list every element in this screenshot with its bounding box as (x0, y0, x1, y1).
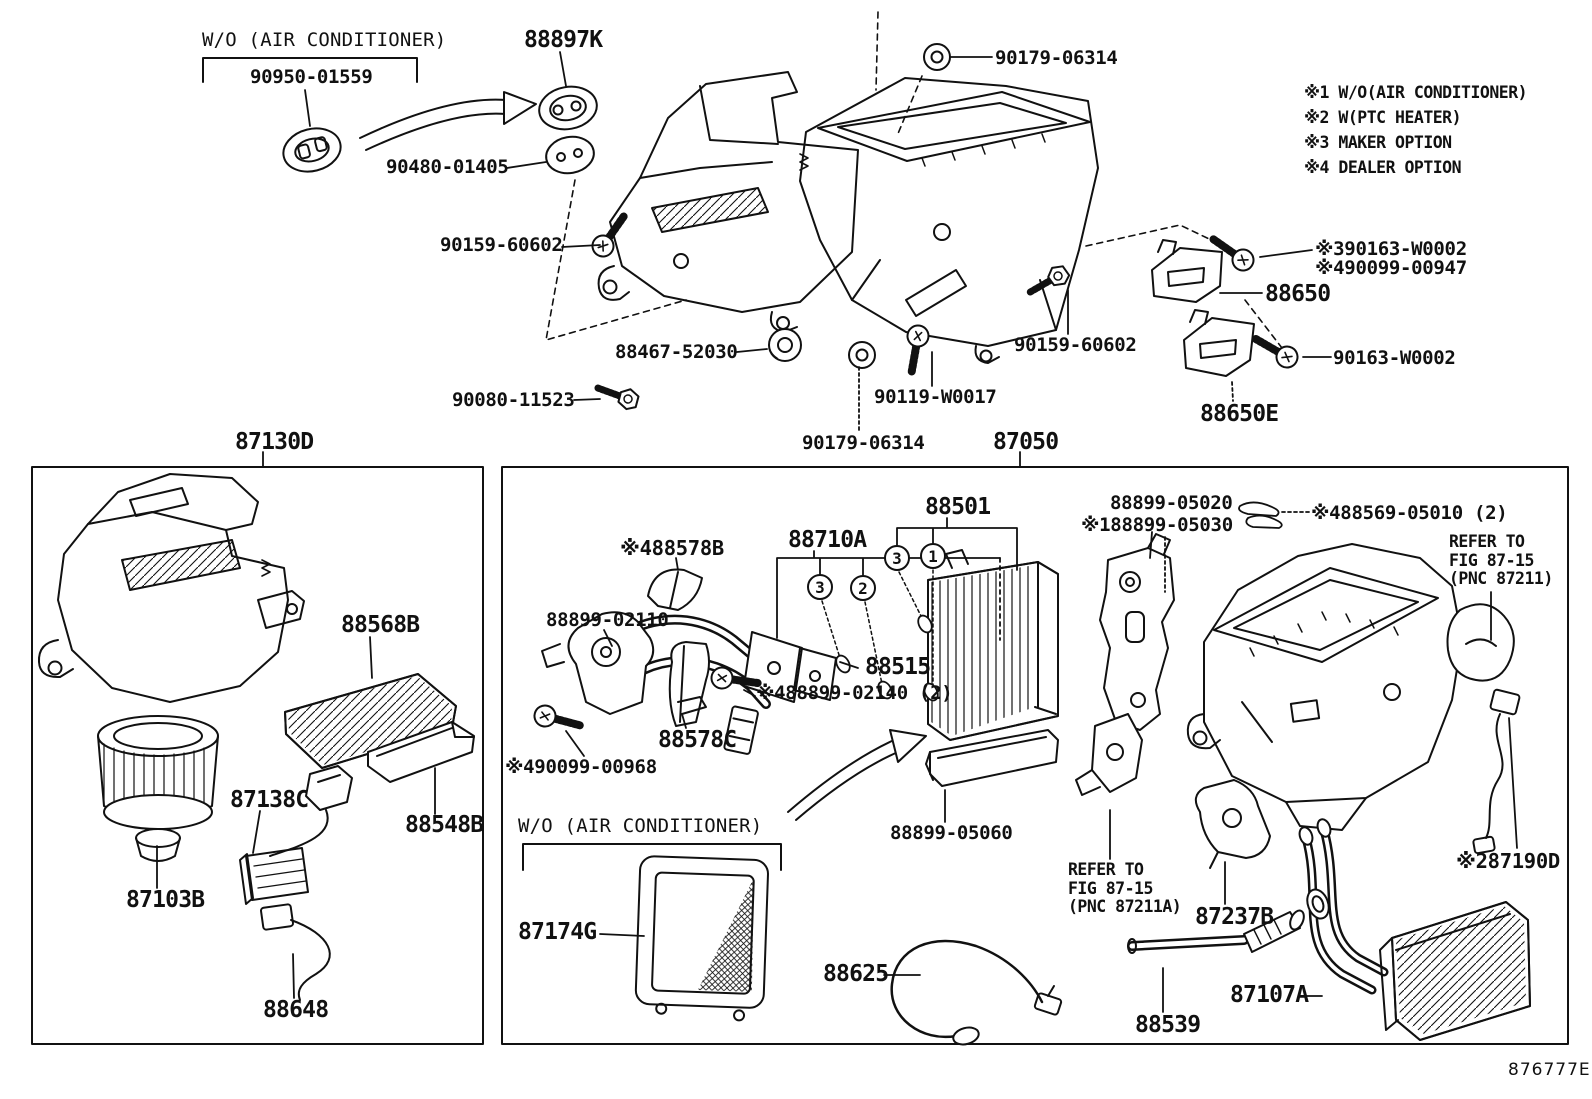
refer-note-line: REFER TO (1068, 860, 1144, 879)
option-legend (1304, 80, 1527, 180)
callout-90179-06314-bottom[interactable]: 90179-06314 (802, 432, 925, 454)
callout-90163-w0002-opt3[interactable]: ※390163-W0002 (1315, 238, 1467, 260)
duct-87211-drawing (1448, 604, 1514, 680)
pipe-grommet-88578b-drawing (648, 570, 702, 610)
bolt-90159-right-icon (1025, 262, 1071, 300)
refer-note-87211a (1068, 861, 1181, 917)
wo-air-conditioner-note-lower: W/O (AIR CONDITIONER) (518, 815, 763, 837)
callout-88548b[interactable]: 88548B (405, 812, 484, 838)
callout-87130d[interactable]: 87130D (235, 429, 314, 455)
callout-88899-05020[interactable]: 88899-05020 (1110, 492, 1233, 514)
amplifier-88650-drawing (1152, 240, 1222, 302)
callout-88899-02140[interactable]: ※488899-02140 (2) (756, 682, 953, 704)
cover-88578c-drawing (670, 642, 709, 726)
lever-87237b-drawing (1196, 780, 1270, 868)
callout-88539[interactable]: 88539 (1135, 1012, 1201, 1038)
legend-item-1: ※1 W/O(AIR CONDITIONER) (1304, 83, 1528, 102)
servo-87211a-drawing (1076, 714, 1142, 795)
callout-88578c[interactable]: 88578C (658, 727, 737, 753)
blower-motor-drawing (98, 716, 218, 861)
callout-87237b[interactable]: 87237B (1195, 904, 1274, 930)
callout-88467-52030[interactable]: 88467-52030 (615, 341, 738, 363)
callout-88568b[interactable]: 88568B (341, 612, 420, 638)
callout-88650e[interactable]: 88650E (1200, 401, 1279, 427)
thermistor-88625-drawing (892, 941, 1062, 1047)
amplifier-88650e-drawing (1184, 310, 1254, 376)
callout-88650[interactable]: 88650 (1265, 281, 1331, 307)
callout-88648[interactable]: 88648 (263, 997, 329, 1023)
screw-90159-left-icon (588, 210, 632, 260)
grommet-90950-drawing (279, 123, 345, 178)
callout-90159-60602-right[interactable]: 90159-60602 (1014, 334, 1137, 356)
callout-88515[interactable]: 88515 (865, 654, 931, 680)
callout-87050[interactable]: 87050 (993, 429, 1059, 455)
heater-case-drawing (800, 78, 1098, 363)
heater-pipes-drawing (1297, 817, 1384, 990)
callout-90159-60602-left[interactable]: 90159-60602 (440, 234, 563, 256)
heater-core-drawing (1380, 902, 1530, 1040)
callout-90099-00968[interactable]: ※490099-00968 (505, 756, 657, 778)
pin-88569-drawing (1239, 502, 1282, 528)
refer-note-line: (PNC 87211) (1449, 569, 1553, 588)
callout-88578b[interactable]: ※488578B (620, 536, 724, 560)
assembly-arrow-icon (788, 730, 926, 820)
callout-88897k[interactable]: 88897K (524, 27, 603, 53)
refer-note-line: (PNC 87211A) (1068, 897, 1182, 916)
clip-90179-top-icon (924, 44, 950, 70)
blower-case-drawing (599, 72, 858, 332)
callout-87103b[interactable]: 87103B (126, 887, 205, 913)
wo-air-conditioner-note-top: W/O (AIR CONDITIONER) (202, 29, 447, 51)
servo-88899-05020-drawing (1100, 534, 1174, 730)
plate-87174g-drawing (635, 856, 769, 1021)
legend-item-4: ※4 DEALER OPTION (1304, 158, 1462, 177)
evaporator-drawing (928, 550, 1058, 740)
callout-88569-05010[interactable]: ※488569-05010 (2) (1311, 502, 1508, 524)
bolt-90080-icon (595, 379, 641, 412)
callout-87190d[interactable]: ※287190D (1456, 849, 1560, 873)
marker-circle-2-pipe: 2 (850, 575, 876, 601)
callout-90119-w0017[interactable]: 90119-W0017 (874, 386, 997, 408)
marker-circle-3-pipe: 3 (807, 574, 833, 600)
drain-tray-drawing (926, 730, 1058, 786)
refer-note-line: FIG 87-15 (1449, 550, 1534, 570)
callout-88899-05060[interactable]: 88899-05060 (890, 822, 1013, 844)
callout-90099-00947-opt4[interactable]: ※490099-00947 (1315, 257, 1467, 279)
callout-90163-w0002[interactable]: 90163-W0002 (1333, 347, 1456, 369)
callout-88625[interactable]: 88625 (823, 961, 889, 987)
callout-90179-06314-top[interactable]: 90179-06314 (995, 47, 1118, 69)
callout-87107a[interactable]: 87107A (1230, 982, 1309, 1008)
callout-90950-01559[interactable]: 90950-01559 (250, 66, 373, 88)
callout-88899-05030[interactable]: ※188899-05030 (1081, 514, 1233, 536)
marker-circle-3-evap: 3 (884, 545, 910, 571)
refer-note-line: FIG 87-15 (1068, 878, 1153, 898)
marker-circle-1-evap: 1 (920, 543, 946, 569)
callout-90080-11523[interactable]: 90080-11523 (452, 389, 575, 411)
screw-90163-opt-icon (1207, 231, 1257, 275)
callout-88710a[interactable]: 88710A (788, 527, 867, 553)
callout-88899-02110[interactable]: 88899-02110 (546, 609, 669, 631)
legend-item-3: ※3 MAKER OPTION (1304, 133, 1452, 152)
callout-87138c[interactable]: 87138C (230, 787, 309, 813)
callout-90480-01405[interactable]: 90480-01405 (386, 156, 509, 178)
legend-item-2: ※2 W(PTC HEATER) (1304, 108, 1462, 127)
screw-90163-icon (1251, 330, 1302, 371)
install-arrow-icon (360, 92, 536, 150)
blower-unit-drawing (39, 474, 304, 702)
callout-87174g[interactable]: 87174G (518, 919, 597, 945)
callout-88501[interactable]: 88501 (925, 494, 991, 520)
refer-note-87211 (1449, 533, 1553, 589)
refer-note-line: REFER TO (1449, 532, 1525, 551)
grommet-88467-icon (769, 329, 801, 361)
figure-code: 876777E (1508, 1060, 1591, 1080)
clip-90179-bottom-icon (849, 342, 875, 368)
screw-90099-00968-icon (532, 703, 582, 735)
